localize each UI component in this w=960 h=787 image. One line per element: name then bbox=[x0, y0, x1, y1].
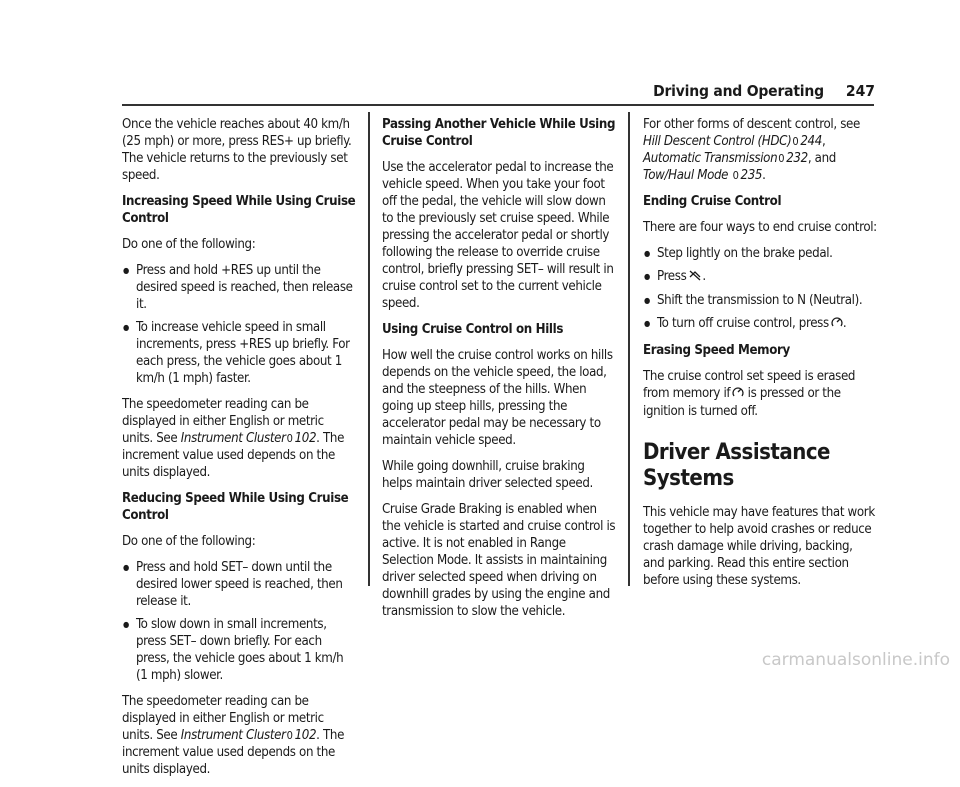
passing-paragraph: Use the accelerator pedal to increase the vehicle speed. When you take your foot off the pedal, the vehicle will slow down to the previously set cruise speed. While pressing the accelerator pedal or shortly following the release to override cruise control, briefly pressing SET– will result in cruise control set to the current vehicle speed. bbox=[382, 160, 614, 311]
instrument-cluster-link[interactable]: Instrument Cluster bbox=[180, 728, 286, 743]
erasing-paragraph: The cruise control set speed is erased from memory if is pressed or the ignition is turned off. bbox=[643, 369, 856, 419]
driver-assistance-heading: Driver Assistance Systems bbox=[643, 440, 830, 491]
column-2 bbox=[382, 116, 616, 629]
driver-assistance-paragraph: This vehicle may have features that work together to help avoid crashes or reduce crash damage while driving, backing, and parking. Read this entire section before using these systems. bbox=[643, 505, 875, 588]
list-item: ● To slow down in small increments, press SET– down briefly. For each press, the vehicle goes about 1 km/h (1 mph) slower. bbox=[122, 616, 356, 684]
hdc-link[interactable]: Hill Descent Control (HDC) bbox=[643, 134, 792, 149]
page-ref[interactable]: 232 bbox=[786, 151, 808, 166]
ending-list bbox=[643, 245, 877, 333]
tow-haul-link[interactable]: Tow/Haul Mode bbox=[643, 168, 729, 183]
cruise-cancel-icon bbox=[688, 269, 702, 286]
page-ref[interactable]: 102 bbox=[294, 431, 317, 446]
section-title: Driving and Operating bbox=[653, 82, 824, 100]
list-item: ● To turn off cruise control, press . bbox=[643, 315, 877, 333]
page-ref-icon: 0 bbox=[792, 135, 799, 148]
page-ref[interactable]: 235 bbox=[740, 168, 763, 183]
reducing-speed-heading: Reducing Speed While Using Cruise Control bbox=[122, 491, 349, 523]
increase-list bbox=[122, 262, 356, 387]
four-ways-text: There are four ways to end cruise control: bbox=[643, 220, 877, 235]
reduce-list bbox=[122, 559, 356, 684]
column-divider-2 bbox=[628, 112, 630, 586]
list-item: ● Press and hold SET– down until the desired lower speed is reached, then release it. bbox=[122, 559, 356, 610]
speedometer-paragraph: The speedometer reading can be displayed in either English or metric units. See Instrument Cluster0 102. The increment value used depends on the units displayed. bbox=[122, 397, 345, 480]
page-number: 247 bbox=[845, 82, 875, 100]
cruise-control-icon bbox=[831, 316, 843, 333]
list-item: ● Press . bbox=[643, 268, 877, 286]
list-item: ● Step lightly on the brake pedal. bbox=[643, 245, 877, 262]
hills-paragraph: How well the cruise control works on hills depends on the vehicle speed, the load, and the steepness of the hills. When going up steep hills, pressing the accelerator pedal may be necessary to maintain vehicle speed. bbox=[382, 348, 613, 448]
list-item: ● To increase vehicle speed in small increments, press +RES up briefly. For each press, the vehicle goes about 1 km/h (1 mph) faster. bbox=[122, 319, 356, 387]
passing-heading: Passing Another Vehicle While Using Cruise Control bbox=[382, 117, 616, 149]
list-item: ● Shift the transmission to N (Neutral). bbox=[643, 292, 877, 309]
do-one-text: Do one of the following: bbox=[122, 534, 256, 549]
automatic-transmission-link[interactable]: Automatic Transmission bbox=[643, 151, 778, 166]
header-rule bbox=[122, 104, 874, 106]
erasing-heading: Erasing Speed Memory bbox=[643, 343, 790, 358]
column-1 bbox=[122, 116, 356, 787]
list-item: ● Press and hold +RES up until the desired speed is reached, then release it. bbox=[122, 262, 356, 313]
page-ref-icon: 0 bbox=[286, 729, 293, 742]
instrument-cluster-link[interactable]: Instrument Cluster bbox=[180, 431, 286, 446]
cruise-control-icon bbox=[732, 386, 744, 403]
page-ref-icon: 0 bbox=[286, 432, 293, 445]
resume-paragraph: Once the vehicle reaches about 40 km/h (25 mph) or more, press RES+ up briefly. The vehicle returns to the previously set speed. bbox=[122, 117, 352, 183]
page-ref[interactable]: 244 bbox=[800, 134, 822, 149]
page-ref-icon: 0 bbox=[732, 169, 739, 182]
hills-heading: Using Cruise Control on Hills bbox=[382, 322, 564, 337]
downhill-paragraph: While going downhill, cruise braking helps maintain driver selected speed. bbox=[382, 459, 593, 491]
page-header bbox=[653, 82, 875, 100]
ending-heading: Ending Cruise Control bbox=[643, 194, 782, 209]
page-ref[interactable]: 102 bbox=[294, 728, 317, 743]
do-one-text: Do one of the following: bbox=[122, 237, 256, 252]
increasing-speed-heading: Increasing Speed While Using Cruise Control bbox=[122, 194, 356, 226]
speedometer-paragraph: The speedometer reading can be displayed in either English or metric units. See Instrument Cluster0 102. The increment value used depends on the units displayed. bbox=[122, 694, 345, 777]
column-3 bbox=[643, 116, 877, 598]
descent-control-paragraph: For other forms of descent control, see Hill Descent Control (HDC)0 244, Automatic Transmission0 232, and Tow/Haul Mode 0 235. bbox=[643, 117, 860, 183]
grade-braking-paragraph: Cruise Grade Braking is enabled when the vehicle is started and cruise control is active. It is not enabled in Range Selection Mode. It assists in maintaining driver selected speed when driving on downhill grades by using the engine and transmission to slow the vehicle. bbox=[382, 502, 616, 619]
column-divider-1 bbox=[368, 112, 370, 586]
watermark: carmanualsonline.info bbox=[761, 650, 950, 670]
page-ref-icon: 0 bbox=[778, 152, 785, 165]
